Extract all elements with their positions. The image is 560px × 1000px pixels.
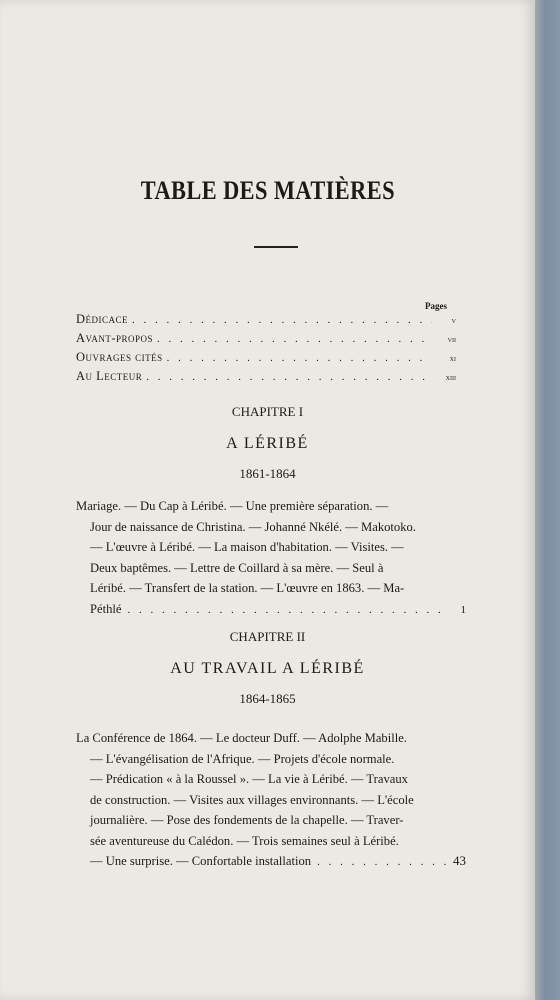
summary-line: sée aventureuse du Calédon. — Trois semaines seul à Léribé. bbox=[90, 833, 399, 848]
summary-line: Mariage. — Du Cap à Léribé. — Une première séparation. — bbox=[76, 499, 389, 513]
summary-line: La Conférence de 1864. — Le docteur Duff. — Adolphe Mabille. bbox=[76, 731, 407, 745]
toc-entry-label: Ouvrages cités bbox=[76, 350, 163, 364]
toc-entry-page: xiii bbox=[445, 372, 456, 382]
toc-entry-avant-propos[interactable] bbox=[76, 331, 456, 350]
summary-line: Jour de naissance de Christina. — Johanné Nkélé. — Makotoko. bbox=[90, 519, 416, 534]
summary-line: — L'évangélisation de l'Afrique. — Projets d'école normale. bbox=[90, 751, 395, 766]
chapter-1-title: A LÉRIBÉ bbox=[226, 435, 309, 452]
summary-line: — Une surprise. — Confortable installation . . . 43 bbox=[76, 851, 466, 873]
leader-dots bbox=[127, 600, 446, 621]
summary-line: — Prédication « à la Roussel ». — La vie à Léribé. — Travaux bbox=[90, 772, 408, 786]
leader-dots bbox=[132, 314, 432, 326]
chapter-1-summary[interactable] bbox=[76, 496, 466, 620]
summary-line: de construction. — Visites aux villages environnants. — L'école bbox=[90, 792, 414, 807]
page-edge-background bbox=[535, 0, 560, 1000]
leader-dots bbox=[317, 852, 446, 873]
chapter-2-number: CHAPITRE II bbox=[229, 629, 306, 644]
chapter-2-years: 1864-1865 bbox=[239, 691, 296, 706]
summary-line: Deux baptêmes. — Lettre de Coillard à sa mère. — Seul à bbox=[90, 560, 384, 575]
toc-entry-label: Avant-propos bbox=[76, 331, 154, 345]
summary-line: — L'œuvre à Léribé. — La maison d'habitation. — Visites. — bbox=[90, 540, 404, 554]
leader-dots bbox=[157, 333, 432, 345]
chapter-1-years: 1861-1864 bbox=[239, 466, 296, 481]
toc-entry-au-lecteur[interactable] bbox=[76, 369, 456, 388]
chapter-1-number: CHAPITRE I bbox=[231, 404, 304, 419]
chapter-1-page: 1 bbox=[460, 603, 466, 616]
toc-entry-label: Dédicace bbox=[76, 312, 129, 326]
pages-column-label: Pages bbox=[425, 301, 447, 311]
toc-entry-page: xi bbox=[449, 353, 456, 363]
front-matter-list bbox=[76, 312, 456, 388]
summary-line: Péthlé . . . 1 bbox=[76, 599, 466, 621]
toc-entry-page: v bbox=[451, 315, 456, 325]
summary-line: Léribé. — Transfert de la station. — L'œuvre en 1863. — Ma- bbox=[90, 581, 405, 595]
chapter-2-summary[interactable] bbox=[76, 728, 466, 873]
toc-entry-dedicace[interactable] bbox=[76, 312, 456, 331]
chapter-2-title: AU TRAVAIL A LÉRIBÉ bbox=[170, 660, 365, 677]
toc-entry-label: Au Lecteur bbox=[76, 369, 143, 383]
page-title: TABLE DES MATIÈRES bbox=[140, 176, 395, 205]
toc-entry-page: vii bbox=[447, 334, 456, 344]
title-rule bbox=[254, 246, 298, 248]
leader-dots bbox=[167, 352, 432, 364]
leader-dots bbox=[146, 371, 432, 383]
summary-line: journalière. — Pose des fondements de la chapelle. — Traver- bbox=[90, 813, 404, 827]
toc-entry-ouvrages-cites[interactable] bbox=[76, 350, 456, 369]
chapter-2-page: 43 bbox=[453, 853, 466, 868]
